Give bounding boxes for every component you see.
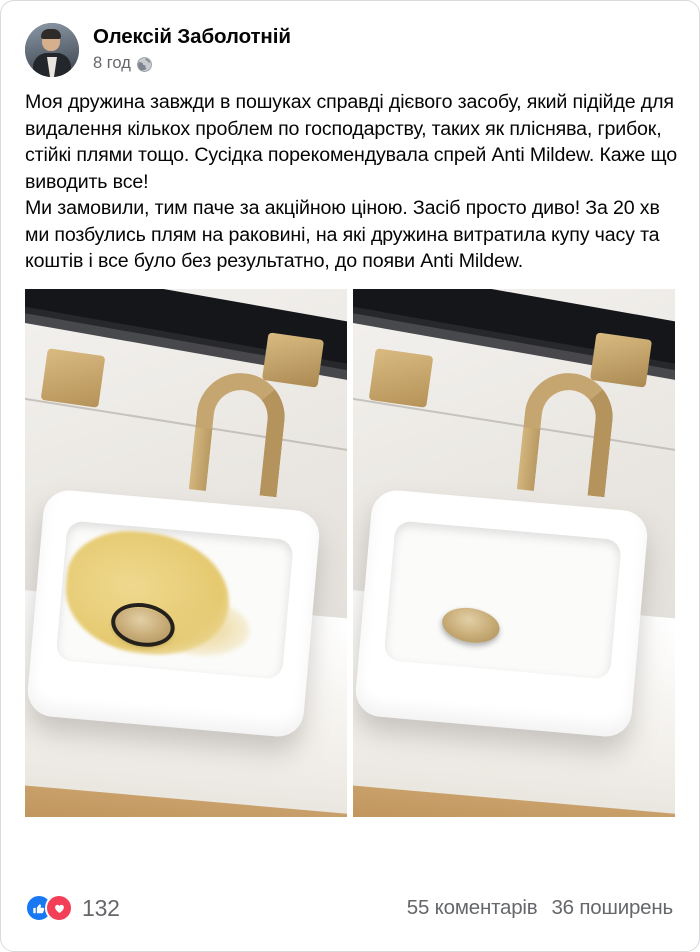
post-footer bbox=[1, 865, 699, 951]
reactions-summary[interactable] bbox=[25, 894, 120, 922]
globe-icon bbox=[136, 56, 153, 73]
reaction-icons bbox=[25, 894, 73, 922]
post-text bbox=[1, 77, 699, 275]
before-photo[interactable] bbox=[25, 289, 347, 817]
gold-fixture-left bbox=[369, 348, 434, 408]
gold-fixture-right bbox=[262, 333, 324, 388]
sink-basin bbox=[25, 488, 321, 738]
post-media-grid bbox=[25, 289, 675, 817]
timestamp[interactable]: 8 год bbox=[93, 53, 131, 72]
post-meta bbox=[93, 54, 291, 73]
sink-bowl bbox=[55, 520, 293, 680]
reaction-count: 132 bbox=[82, 894, 120, 921]
gold-fixture-left bbox=[41, 348, 106, 408]
post-paragraph-1: Моя дружина завжди в пошуках справді дієвого засобу, який підійде для видалення кількох проблем по господарству, таких як пліснява, грибок, стійкі плями тощо. Сусідка порекомендувала спрей Anti Mildew. Каже що виводить все! bbox=[25, 91, 677, 193]
comments-count[interactable]: 55 коментарів bbox=[406, 896, 538, 919]
engagement-counts bbox=[407, 896, 673, 920]
love-icon bbox=[45, 894, 73, 922]
post-header bbox=[1, 1, 699, 77]
post-header-text bbox=[93, 23, 291, 73]
avatar-hair bbox=[41, 29, 61, 39]
after-photo-scene bbox=[353, 289, 675, 817]
post-paragraph-2: Ми замовили, тим паче за акційною ціною. Засіб просто диво! За 20 хв ми позбулись плям на раковині, на які дружина витратила купу часу та коштів і все було без результатно, до появи Anti Mildew. bbox=[25, 197, 660, 273]
before-photo-scene bbox=[25, 289, 347, 817]
sink-basin bbox=[353, 488, 649, 738]
gold-fixture-right bbox=[590, 333, 652, 388]
sink-bowl bbox=[383, 520, 621, 680]
avatar[interactable] bbox=[25, 23, 79, 77]
shares-count[interactable]: 36 поширень bbox=[551, 896, 673, 919]
author-name[interactable]: Олексій Заболотній bbox=[93, 25, 291, 48]
after-photo[interactable] bbox=[353, 289, 675, 817]
